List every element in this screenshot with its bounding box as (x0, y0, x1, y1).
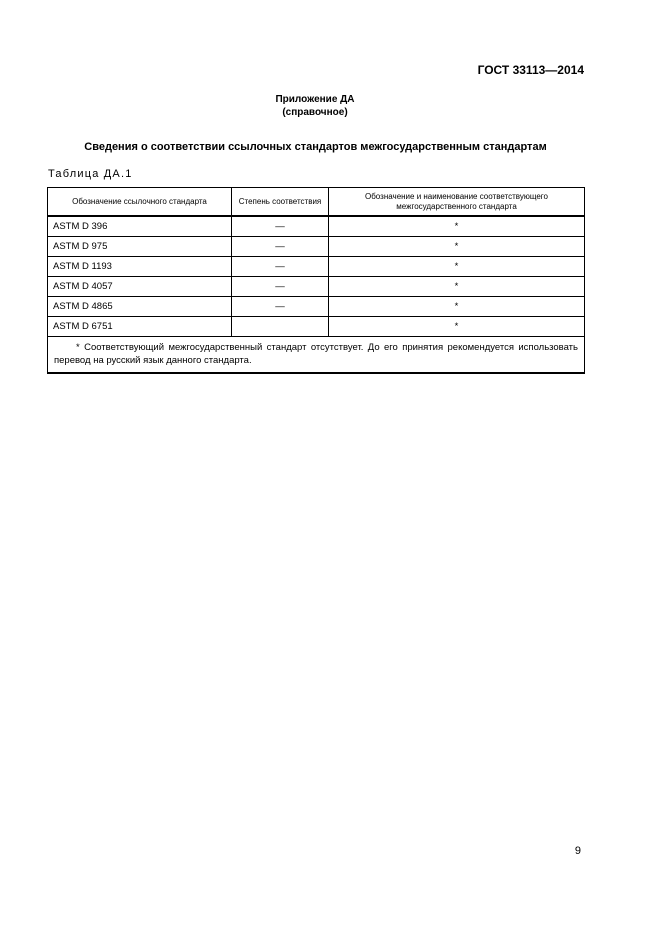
cell-degree: — (232, 237, 329, 257)
cell-gost: * (329, 297, 585, 317)
table-row (48, 216, 585, 237)
column-header-standard: Обозначение ссылочного стандарта (48, 188, 232, 217)
cell-degree: — (232, 257, 329, 277)
cell-gost: * (329, 257, 585, 277)
appendix-heading (0, 93, 630, 119)
appendix-title: Приложение ДА (275, 94, 355, 105)
document-code: ГОСТ 33113—2014 (477, 63, 584, 77)
cell-degree: — (232, 277, 329, 297)
table-footnote-row (48, 337, 585, 374)
table-footnote: * Соответствующий межгосударственный стандарт отсутствует. До его принятия рекомендуется использовать перевод на русский язык данного стандарта. (54, 342, 578, 366)
cell-standard: ASTM D 4057 (48, 277, 232, 297)
cell-degree (232, 317, 329, 337)
table-header-row (48, 188, 585, 217)
cell-standard: ASTM D 4865 (48, 297, 232, 317)
cell-gost: * (329, 237, 585, 257)
table-row (48, 277, 585, 297)
column-header-degree: Степень соответствия (232, 188, 329, 217)
table-row (48, 297, 585, 317)
page-number: 9 (574, 845, 581, 857)
table-row (48, 257, 585, 277)
cell-degree: — (232, 216, 329, 237)
table-row (48, 237, 585, 257)
cell-standard: ASTM D 6751 (48, 317, 232, 337)
table-row (48, 317, 585, 337)
cell-standard: ASTM D 396 (48, 216, 232, 237)
appendix-subtitle: (справочное) (282, 107, 348, 118)
table-footnote-cell (48, 337, 585, 374)
column-header-gost: Обозначение и наименование соответствующего межгосударственного стандарта (329, 188, 585, 217)
table-caption: Таблица ДА.1 (48, 168, 133, 180)
cell-standard: ASTM D 975 (48, 237, 232, 257)
cell-gost: * (329, 277, 585, 297)
cell-gost: * (329, 216, 585, 237)
reference-standards-table (47, 187, 585, 374)
cell-gost: * (329, 317, 585, 337)
section-title: Сведения о соответствии ссылочных стандартов межгосударственным стандартам (84, 141, 547, 153)
cell-standard: ASTM D 1193 (48, 257, 232, 277)
cell-degree: — (232, 297, 329, 317)
